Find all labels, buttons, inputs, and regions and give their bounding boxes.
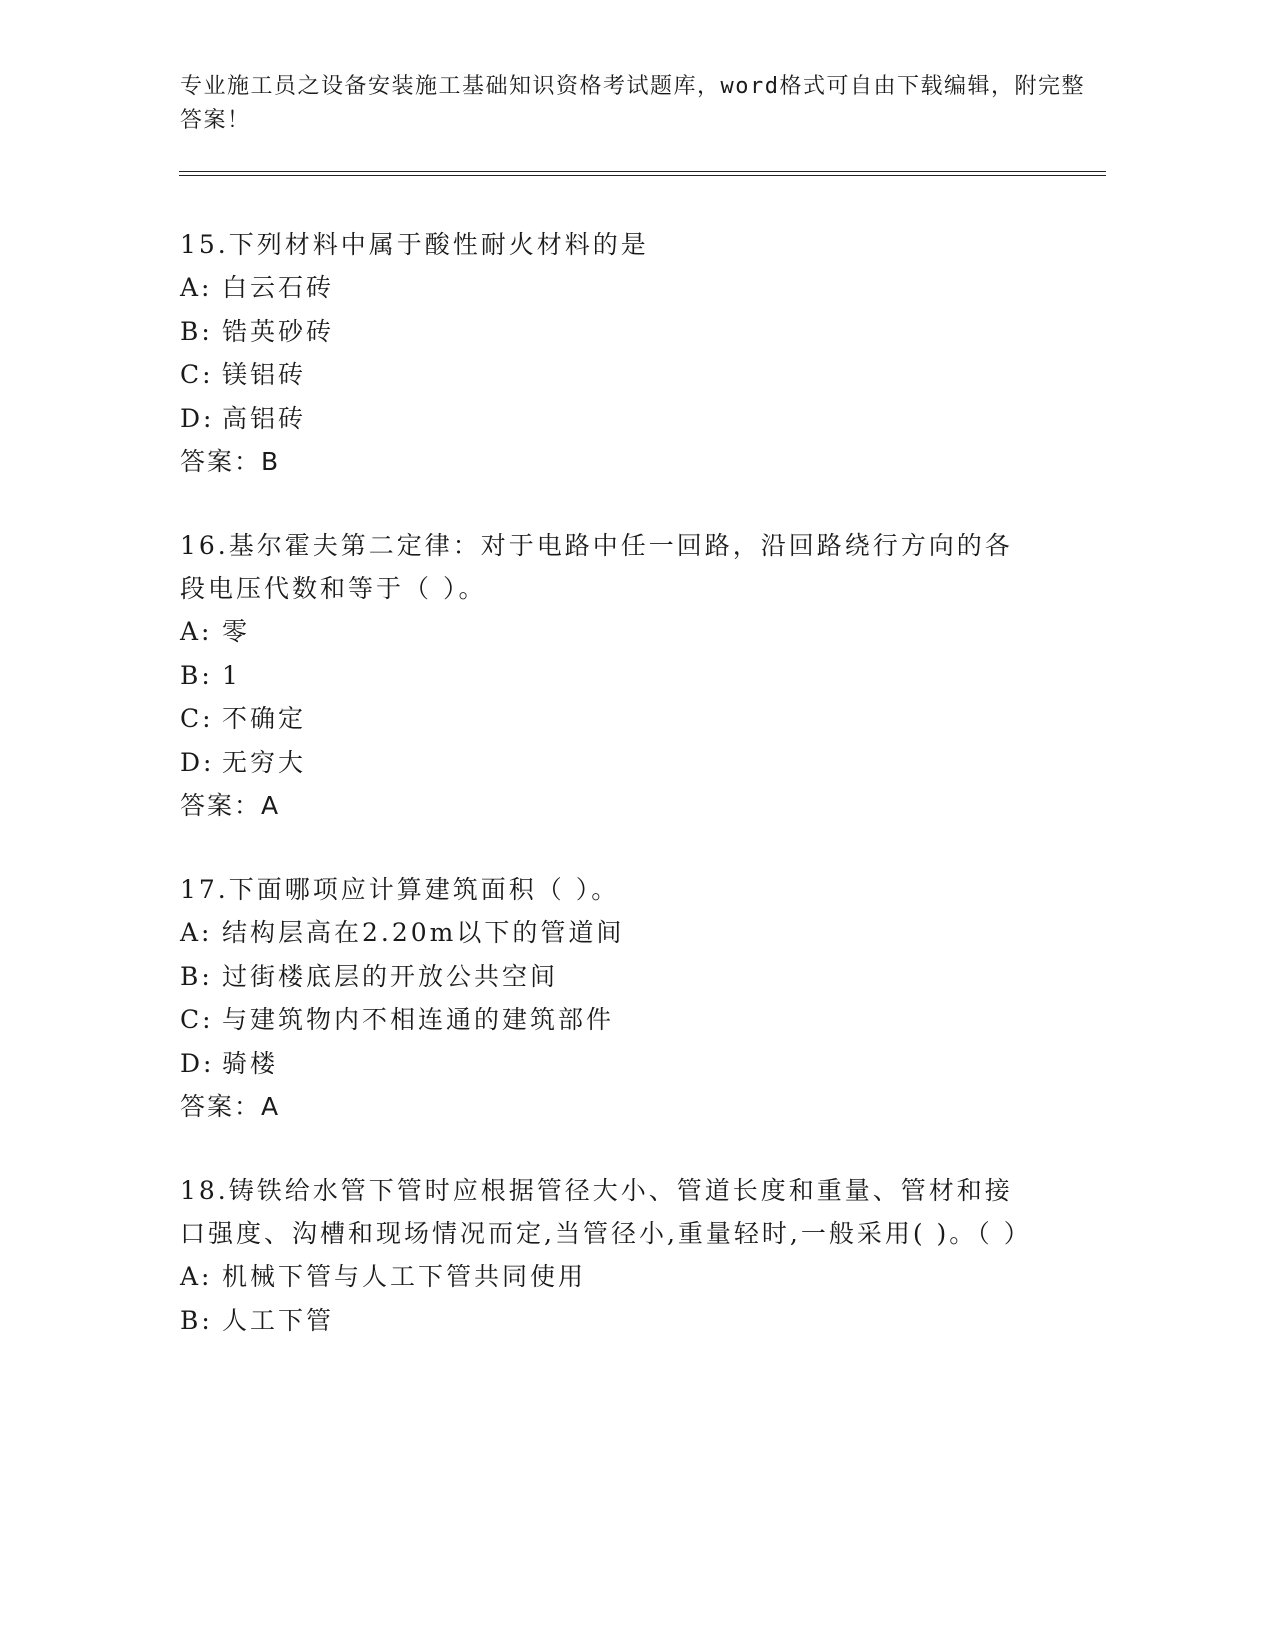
option-letter: B: bbox=[180, 1305, 213, 1335]
option-letter: A: bbox=[180, 918, 213, 947]
option-text: 白云石砖 bbox=[222, 273, 335, 302]
option-letter: C: bbox=[180, 1005, 214, 1034]
option-text: 零 bbox=[222, 617, 251, 646]
option-text: 镁铝砖 bbox=[222, 360, 307, 389]
answer-line: 答案：B bbox=[180, 447, 281, 476]
header-text: 专业施工员之设备安装施工基础知识资格考试题库，word格式可自由下载编辑，附完整答案！ bbox=[180, 74, 1085, 133]
option-a bbox=[180, 266, 1030, 310]
option-c bbox=[180, 353, 1030, 397]
option-c bbox=[180, 697, 1030, 741]
option-text: 机械下管与人工下管共同使用 bbox=[222, 1262, 587, 1291]
answer-line: 答案：A bbox=[180, 791, 281, 820]
question-16 bbox=[180, 524, 1030, 827]
option-letter: A: bbox=[180, 1262, 213, 1291]
option-text: 高铝砖 bbox=[222, 403, 307, 433]
question-18 bbox=[180, 1169, 1030, 1342]
option-letter: B: bbox=[180, 660, 213, 690]
header-double-rule bbox=[179, 171, 1106, 176]
option-letter: B: bbox=[180, 961, 213, 991]
option-text: 骑楼 bbox=[222, 1048, 279, 1078]
option-d bbox=[180, 1042, 1030, 1086]
option-a bbox=[180, 1255, 1030, 1299]
question-stem: 16.基尔霍夫第二定律：对于电路中任一回路，沿回路绕行方向的各段电压代数和等于（ ）。 bbox=[180, 531, 1013, 603]
option-letter: B: bbox=[180, 316, 213, 346]
option-b bbox=[180, 1299, 1030, 1343]
option-b bbox=[180, 310, 1030, 354]
question-stem: 18.铸铁给水管下管时应根据管径大小、管道长度和重量、管材和接口强度、沟槽和现场情况而定,当管径小,重量轻时,一般采用( )。（ ） bbox=[180, 1176, 1032, 1248]
option-text: 人工下管 bbox=[222, 1305, 335, 1335]
document-header bbox=[180, 70, 1100, 138]
option-d bbox=[180, 741, 1030, 785]
option-text: 结构层高在2.20m以下的管道间 bbox=[222, 918, 625, 947]
option-letter: D: bbox=[180, 747, 215, 777]
option-text: 与建筑物内不相连通的建筑部件 bbox=[222, 1005, 615, 1034]
option-a bbox=[180, 911, 1030, 955]
option-b bbox=[180, 955, 1030, 999]
option-text: 不确定 bbox=[222, 704, 307, 733]
option-a bbox=[180, 610, 1030, 654]
option-c bbox=[180, 998, 1030, 1042]
option-text: 过街楼底层的开放公共空间 bbox=[222, 961, 559, 991]
question-stem: 17.下面哪项应计算建筑面积（ ）。 bbox=[180, 875, 620, 904]
question-17 bbox=[180, 868, 1030, 1128]
option-letter: A: bbox=[180, 273, 213, 302]
option-d bbox=[180, 397, 1030, 441]
question-list bbox=[180, 223, 1030, 1383]
answer-line: 答案：A bbox=[180, 1092, 281, 1121]
option-b bbox=[180, 654, 1030, 698]
option-text: 无穷大 bbox=[222, 747, 307, 777]
option-letter: C: bbox=[180, 704, 214, 733]
question-stem: 15.下列材料中属于酸性耐火材料的是 bbox=[180, 230, 649, 259]
option-text: 锆英砂砖 bbox=[222, 316, 335, 346]
option-letter: A: bbox=[180, 617, 213, 646]
option-letter: D: bbox=[180, 403, 215, 433]
option-letter: D: bbox=[180, 1048, 215, 1078]
option-letter: C: bbox=[180, 360, 214, 389]
option-text: 1 bbox=[222, 660, 241, 690]
question-15 bbox=[180, 223, 1030, 483]
